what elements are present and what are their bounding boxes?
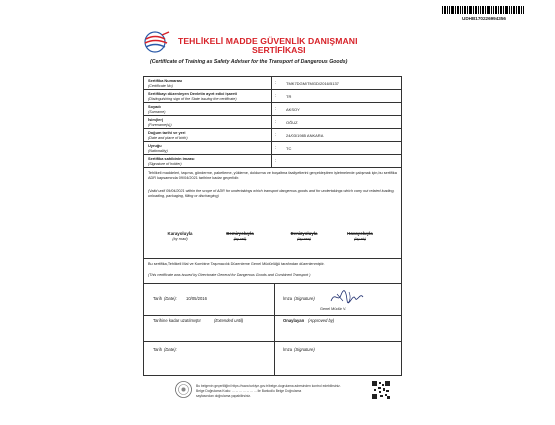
forenames-value: OĞUZ bbox=[286, 120, 298, 125]
qr-code-icon bbox=[372, 381, 390, 399]
date2-label-en: (Date): bbox=[164, 347, 177, 352]
birth-label: Doğum tarihi ve yeri bbox=[148, 130, 186, 135]
mode-rail: Demiryoluyla bbox=[226, 231, 254, 236]
signature-scribble-icon bbox=[329, 289, 365, 305]
date-label-en: (Date): bbox=[164, 296, 177, 301]
birth-label-en: (Date and place of birth) bbox=[148, 135, 188, 140]
verification-line1: Bu belgenin geçerliliğini https://www.turkiye.gov.tr/belge-dogrulama adresinden kontrol edebilirsiniz. bbox=[196, 384, 341, 388]
ministry-logo-icon bbox=[143, 30, 171, 54]
section-divider bbox=[144, 258, 401, 259]
row-divider bbox=[144, 167, 401, 168]
colon: : bbox=[275, 145, 277, 150]
approval-label-en: (Approved by) bbox=[308, 318, 335, 323]
verification-line2: Belge Doğrulama Kodu: ... ... ... ... ... ... ... ile Barkodlu Belge Doğrulama bbox=[196, 388, 302, 393]
colon: : bbox=[275, 119, 277, 124]
mode-road: Karayoluyla bbox=[167, 231, 193, 236]
certificate-frame bbox=[143, 76, 402, 376]
mode-air: Havayoluyla bbox=[347, 231, 373, 236]
mode-road-en: (by road) bbox=[172, 237, 188, 241]
row-divider bbox=[144, 102, 401, 103]
row-divider bbox=[144, 154, 401, 155]
nationality-value: TC bbox=[286, 146, 292, 151]
holder-signature-label: Sertifika sahibinin imzası bbox=[148, 156, 195, 161]
date-value: 10/05/2016 bbox=[186, 296, 207, 301]
nationality-label: Uyruğu bbox=[148, 143, 162, 148]
issuing-state-label-en: (Distinguishing sign of the State issuing the certificate) bbox=[148, 96, 237, 101]
verification-note bbox=[196, 384, 366, 398]
validity-text: Tehlikeli maddeleri, taşıma, gönderme, paketleme, yükleme, doldurma ve boşaltma faaliyetlerini gerçekleştiren işletmelerde çalışmak için,bu sertifika ADR kapsamında 09/04/2021 tarihine kadar geçerlidir. bbox=[148, 171, 397, 180]
forenames-label: İsim(ler) bbox=[148, 117, 164, 122]
section-divider bbox=[144, 283, 401, 284]
colon: : bbox=[275, 106, 277, 111]
signature2-label-en: (Signature) bbox=[294, 347, 315, 352]
colon: : bbox=[275, 80, 277, 85]
cert-number-value: TMK7DGM/TMGD/2016/5137 bbox=[286, 81, 339, 86]
section-divider bbox=[144, 315, 401, 316]
extension-label-en: (Extended until) bbox=[214, 318, 244, 323]
holder-signature-label-en: (Signature of holder) bbox=[148, 161, 182, 166]
issued-by-text-en: (This certificate was issued by Directorate General for Dangerous Goods and Combined Transport ) bbox=[148, 273, 311, 277]
e-devlet-seal-icon bbox=[175, 381, 192, 398]
issuing-state-value: TR bbox=[286, 94, 292, 99]
certificate-title: TEHLİKELİ MADDE GÜVENLİK DANIŞMANI bbox=[178, 36, 358, 46]
colon: : bbox=[275, 158, 277, 163]
validity-text-en: (Valid until 09/04/2021 within the scope of ADR for undertakings which transport dangerous goods and for undertakings which carry out related loading, unloading, packaging, filling or discharging) bbox=[148, 189, 395, 198]
colon: : bbox=[275, 93, 277, 98]
birth-value: 24/03/1985 ANKARA bbox=[286, 133, 324, 138]
date-label: Tarih bbox=[153, 296, 163, 301]
signature-label: İmza bbox=[283, 296, 293, 301]
row-divider bbox=[144, 141, 401, 142]
surname-label-en: (Surname) bbox=[148, 109, 166, 114]
row-divider bbox=[144, 89, 401, 90]
signature2-label: İmza bbox=[283, 347, 293, 352]
nationality-label-en: (Nationality) bbox=[148, 148, 168, 153]
date2-label: Tarih bbox=[153, 347, 163, 352]
mode-sea-en: (by sea) bbox=[297, 237, 311, 241]
colon: : bbox=[275, 132, 277, 137]
section-divider bbox=[144, 341, 401, 342]
verification-line3: sayfasından doğrulama yapabilirsiniz. bbox=[196, 393, 251, 398]
issued-by-text: Bu sertifika,Tehlikeli Mal ve Kombine Taşımacılık Düzenleme Genel Müdürlüğü tarafından düzenlenmiştir. bbox=[148, 262, 325, 266]
signer-title: Genel Müdür V. bbox=[320, 307, 347, 311]
certificate-title-line2: SERTİFİKASI bbox=[252, 45, 306, 55]
surname-label: Soyadı bbox=[148, 104, 161, 109]
cert-number-label: Sertifika Numarası bbox=[148, 78, 183, 83]
extension-label: Tarihine kadar uzatılmıştır bbox=[153, 318, 201, 323]
mode-sea: Denizyoluyla bbox=[290, 231, 318, 236]
barcode-icon bbox=[442, 6, 524, 14]
column-divider bbox=[271, 77, 272, 167]
column-divider bbox=[274, 283, 275, 375]
mode-air-en: (by air) bbox=[354, 237, 366, 241]
signature-label-en: (Signature) bbox=[294, 296, 315, 301]
issuing-state-label: Sertifikayı düzenleyen Devletin ayırt edici işareti bbox=[148, 91, 237, 96]
cert-number-label-en: (Certificate No) bbox=[148, 83, 173, 88]
certificate-subtitle: (Certificate of Training as Safety Adviser for the Transport of Dangerous Goods) bbox=[150, 59, 348, 65]
barcode-number: UDHB170226994356 bbox=[462, 16, 506, 21]
forenames-label-en: (Forename(s)) bbox=[148, 122, 172, 127]
approval-label: Onaylayan bbox=[283, 318, 305, 323]
mode-rail-en: (by rail) bbox=[233, 237, 247, 241]
surname-value: AKSOY bbox=[286, 107, 300, 112]
row-divider bbox=[144, 128, 401, 129]
row-divider bbox=[144, 115, 401, 116]
